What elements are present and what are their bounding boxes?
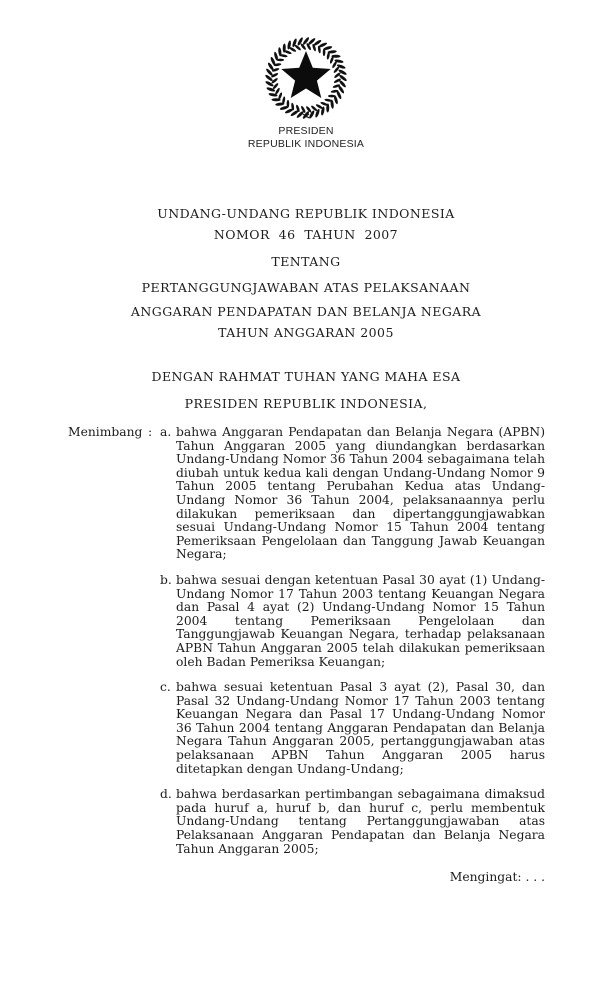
invocation-line: DENGAN RAHMAT TUHAN YANG MAHA ESA bbox=[151, 369, 461, 384]
subject-line2: ANGGARAN PENDAPATAN DAN BELANJA NEGARA bbox=[130, 304, 482, 319]
considerations-section bbox=[68, 426, 545, 856]
subject-line1: PERTANGGUNGJAWABAN ATAS PELAKSANAAN bbox=[141, 280, 471, 295]
star-icon bbox=[281, 51, 330, 98]
tentang-label: TENTANG bbox=[271, 254, 341, 269]
item-text: bahwa sesuai ketentuan Pasal 3 ayat (2), Pasal 30, dan Pasal 32 Undang-Undang Nomor 17 Tahun 2003 tentang Keuangan Negara dan Pasal 17 Undang-Undang Nomor 36 Tahun 2004 tentang Anggaran Pendapatan dan Belanja Negara Tahun Anggaran 2005, pertanggungjawaban atas pelaksanaan APBN Tahun Anggaran 2005 harus ditetapkan dengan Undang-Undang; bbox=[176, 680, 545, 776]
consideration-item-d bbox=[160, 788, 545, 856]
item-text: bahwa sesuai dengan ketentuan Pasal 30 ayat (1) Undang-Undang Nomor 17 Tahun 2003 tentang Keuangan Negara dan Pasal 4 ayat (2) Undang-Undang Nomor 15 Tahun 2004 tentang Pemeriksaan Pengelolaan dan Tanggungjawab Keuangan Negara, terhadap pelaksanaan APBN Tahun Anggaran 2005 telah dilakukan pemeriksaan oleh Badan Pemeriksa Keuangan; bbox=[176, 572, 545, 669]
letterhead bbox=[0, 0, 612, 151]
title-block bbox=[0, 207, 612, 339]
document-title-line1: UNDANG-UNDANG REPUBLIK INDONESIA bbox=[157, 206, 455, 221]
item-marker: c. bbox=[160, 680, 171, 695]
presidential-star-seal-icon bbox=[258, 34, 354, 122]
presiden-label: PRESIDEN bbox=[278, 125, 334, 137]
subject-line3: TAHUN ANGGARAN 2005 bbox=[218, 325, 394, 340]
item-marker: d. bbox=[160, 787, 172, 802]
document-body bbox=[68, 426, 545, 885]
mengingat-catchword: Mengingat: . . . bbox=[449, 870, 545, 885]
issuer-line: PRESIDEN REPUBLIK INDONESIA, bbox=[184, 396, 428, 411]
item-text: bahwa Anggaran Pendapatan dan Belanja Negara (APBN) Tahun Anggaran 2005 yang diundangkan berdasarkan Undang-Undang Nomor 36 Tahun 2004 sebagaimana telah diubah untuk kedua kali dengan Undang-Undang Nomor 9 Tahun 2005 tentang Perubahan Kedua atas Undang-Undang Nomor 36 Tahun 2004, pelaksanaannya perlu dilakukan pemeriksaan dan dipertanggungjawabkan sesuai Undang-Undang Nomor 15 Tahun 2004 tentang Pemeriksaan Pengelolaan dan Tanggung Jawab Keuangan Negara; bbox=[176, 425, 545, 562]
document-number-line: NOMOR 46 TAHUN 2007 bbox=[213, 227, 399, 242]
item-marker: a. bbox=[160, 425, 172, 439]
consideration-item-a bbox=[160, 426, 545, 562]
item-text: bahwa berdasarkan pertimbangan sebagaimana dimaksud pada huruf a, huruf b, dan huruf c, perlu membentuk Undang-Undang tentang Pertanggungjawaban atas Pelaksanaan Anggaran Pendapatan dan Belanja Negara Tahun Anggaran 2005; bbox=[176, 787, 545, 856]
item-marker: b. bbox=[160, 572, 172, 587]
considerations-list bbox=[160, 426, 545, 856]
colon-separator: : bbox=[148, 425, 153, 439]
menimbang-label: Menimbang bbox=[68, 425, 143, 439]
consideration-item-c bbox=[160, 681, 545, 776]
republik-indonesia-label: REPUBLIK INDONESIA bbox=[247, 138, 365, 150]
consideration-item-b bbox=[160, 574, 545, 669]
